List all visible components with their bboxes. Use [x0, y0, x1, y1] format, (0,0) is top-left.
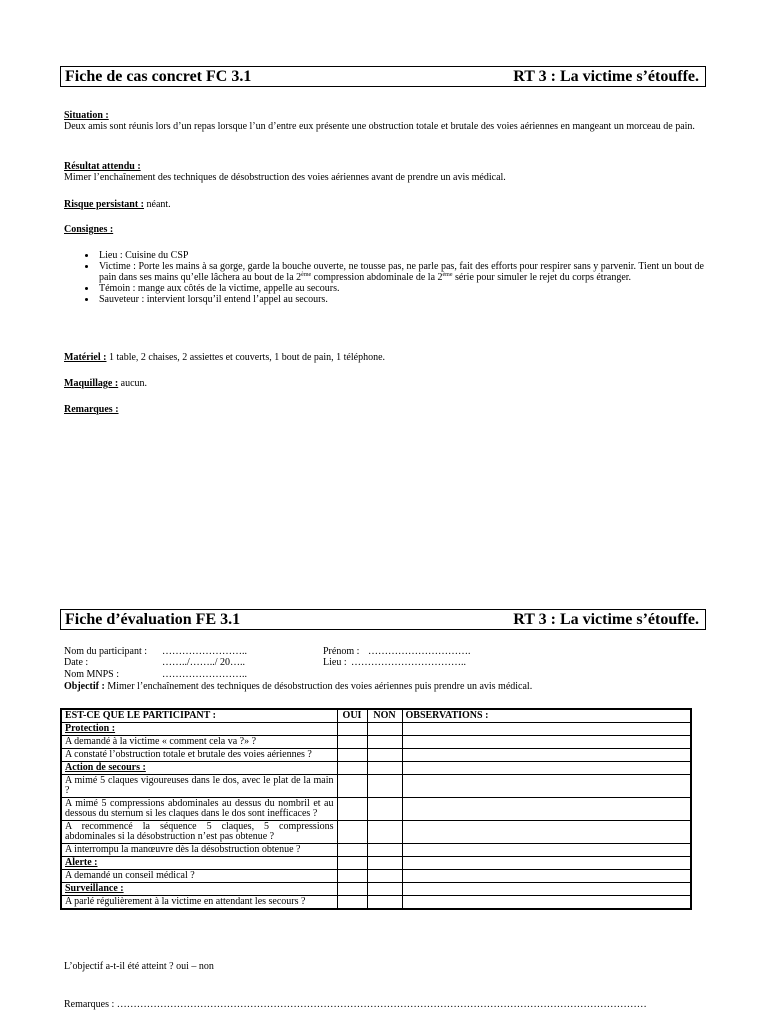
consignes-heading: Consignes : [64, 224, 114, 235]
mnps-label: Nom MNPS : [64, 669, 120, 680]
prenom-field[interactable]: …………………………. [368, 646, 471, 657]
oui-checkbox[interactable] [337, 844, 367, 857]
category-row [61, 762, 691, 775]
resultat-heading: Résultat attendu : [64, 161, 141, 172]
objectif-label: Objectif : [64, 681, 105, 692]
header-non: NON [367, 709, 402, 723]
non-cell [367, 857, 402, 870]
observations-input[interactable] [402, 870, 691, 883]
remarques-line[interactable]: Remarques : …………………………………………………………………………………………………………………………………………… [64, 999, 647, 1010]
non-checkbox[interactable] [367, 844, 402, 857]
maquillage-heading: Maquillage : [64, 378, 119, 389]
case-title: Fiche de cas concret FC 3.1 [65, 68, 252, 85]
category-protection: Protection : [61, 723, 337, 736]
evaluation-table [60, 708, 692, 910]
table-row [61, 749, 691, 762]
risque-section [64, 199, 704, 210]
question-cell: A constaté l’obstruction totale et brutale des voies aériennes ? [61, 749, 337, 762]
observations-cell [402, 883, 691, 896]
category-alerte: Alerte : [61, 857, 337, 870]
consigne-victime: • Victime : Porte les mains à sa gorge, garde la bouche ouverte, ne tousse pas, ne parle pas, fait des efforts pour respirer sans y parvenir. Tient un bout de pain dans ses mains qu’elle lâchera au bout de la 2ème compression abdominale de la 2ème série pour simuler le rejet du corps étranger. [97, 261, 704, 283]
table-row [61, 736, 691, 749]
non-checkbox[interactable] [367, 798, 402, 821]
observations-input[interactable] [402, 736, 691, 749]
observations-input[interactable] [402, 749, 691, 762]
header-question: EST-CE QUE LE PARTICIPANT : [61, 709, 337, 723]
observations-input[interactable] [402, 844, 691, 857]
non-cell [367, 883, 402, 896]
objectif-text: Mimer l’enchaînement des techniques de désobstruction des voies aériennes puis prendre un avis médical. [104, 681, 533, 692]
non-checkbox[interactable] [367, 736, 402, 749]
table-row [61, 775, 691, 798]
question-cell: A demandé un conseil médical ? [61, 870, 337, 883]
table-header-row [61, 709, 691, 723]
question-cell: A parlé régulièrement à la victime en attendant les secours ? [61, 896, 337, 910]
materiel-text: 1 table, 2 chaises, 2 assiettes et couverts, 1 bout de pain, 1 téléphone. [106, 352, 386, 363]
prenom-label: Prénom : [323, 646, 360, 657]
category-row [61, 857, 691, 870]
oui-cell [337, 857, 367, 870]
mnps-field[interactable]: …………………….. [162, 669, 247, 680]
category-surveillance: Surveillance : [61, 883, 337, 896]
table-row [61, 798, 691, 821]
non-cell [367, 723, 402, 736]
observations-cell [402, 762, 691, 775]
question-cell: A recommencé la séquence 5 claques, 5 compressions abdominales si la désobstruction n’est pas obtenue ? [61, 821, 337, 844]
category-row [61, 883, 691, 896]
lieu-label: Lieu : [323, 657, 347, 668]
consigne-lieu: • Lieu : Cuisine du CSP [97, 250, 704, 261]
nom-field[interactable]: …………………….. [162, 646, 247, 657]
risque-text: néant. [144, 199, 171, 210]
question-cell: A mimé 5 compressions abdominales au dessus du nombril et au dessous du sternum si les claques dans le dos sont inefficaces ? [61, 798, 337, 821]
eval-title: Fiche d’évaluation FE 3.1 [65, 611, 241, 628]
non-cell [367, 762, 402, 775]
remarques-section [64, 404, 704, 415]
oui-cell [337, 723, 367, 736]
date-field[interactable]: ……../……../ 20….. [162, 657, 246, 668]
observations-input[interactable] [402, 798, 691, 821]
consignes-list [64, 250, 704, 305]
date-label: Date : [64, 657, 89, 668]
oui-checkbox[interactable] [337, 870, 367, 883]
oui-checkbox[interactable] [337, 736, 367, 749]
eval-rt-title: RT 3 : La victime s’étouffe. [513, 611, 699, 628]
situation-section [64, 110, 704, 132]
materiel-section [64, 352, 704, 363]
non-checkbox[interactable] [367, 870, 402, 883]
maquillage-text: aucun. [118, 378, 148, 389]
objectif-row [64, 681, 532, 692]
resultat-section [64, 161, 704, 183]
risque-heading: Risque persistant : [64, 199, 145, 210]
case-rt-title: RT 3 : La victime s’étouffe. [513, 68, 699, 85]
oui-cell [337, 762, 367, 775]
situation-heading: Situation : [64, 110, 109, 121]
oui-checkbox[interactable] [337, 775, 367, 798]
oui-cell [337, 883, 367, 896]
oui-checkbox[interactable] [337, 821, 367, 844]
category-action-secours: Action de secours : [61, 762, 337, 775]
observations-input[interactable] [402, 775, 691, 798]
table-row [61, 896, 691, 910]
materiel-heading: Matériel : [64, 352, 107, 363]
observations-cell [402, 723, 691, 736]
observations-cell [402, 857, 691, 870]
consigne-sauveteur: • Sauveteur : intervient lorsqu’il entend l’appel au secours. [97, 294, 704, 305]
eval-title-box [60, 609, 706, 630]
non-checkbox[interactable] [367, 896, 402, 910]
question-cell: A mimé 5 claques vigoureuses dans le dos, avec le plat de la main ? [61, 775, 337, 798]
maquillage-section [64, 378, 704, 389]
category-row [61, 723, 691, 736]
question-cell: A demandé à la victime « comment cela va ?» ? [61, 736, 337, 749]
observations-input[interactable] [402, 821, 691, 844]
header-observations: OBSERVATIONS : [402, 709, 691, 723]
oui-checkbox[interactable] [337, 896, 367, 910]
non-checkbox[interactable] [367, 775, 402, 798]
objectif-atteint-line: L’objectif a-t-il été atteint ? oui – non [64, 961, 214, 972]
oui-checkbox[interactable] [337, 749, 367, 762]
table-row [61, 844, 691, 857]
lieu-field[interactable]: …………………………….. [351, 657, 466, 668]
situation-text: Deux amis sont réunis lors d’un repas lorsque l’un d’entre eux présente une obstruction totale et brutale des voies aériennes en mangeant un morceau de pain. [64, 121, 695, 132]
resultat-text: Mimer l’enchaînement des techniques de désobstruction des voies aériennes avant de prendre un avis médical. [64, 172, 506, 183]
table-row [61, 821, 691, 844]
case-title-box [60, 66, 706, 87]
non-checkbox[interactable] [367, 749, 402, 762]
header-oui: OUI [337, 709, 367, 723]
remarques-heading: Remarques : [64, 404, 119, 415]
consigne-temoin: • Témoin : mange aux côtés de la victime, appelle au secours. [97, 283, 704, 294]
observations-input[interactable] [402, 896, 691, 910]
nom-label: Nom du participant : [64, 646, 148, 657]
oui-checkbox[interactable] [337, 798, 367, 821]
non-checkbox[interactable] [367, 821, 402, 844]
table-row [61, 870, 691, 883]
question-cell: A interrompu la manœuvre dès la désobstruction obtenue ? [61, 844, 337, 857]
consignes-section [64, 224, 704, 305]
